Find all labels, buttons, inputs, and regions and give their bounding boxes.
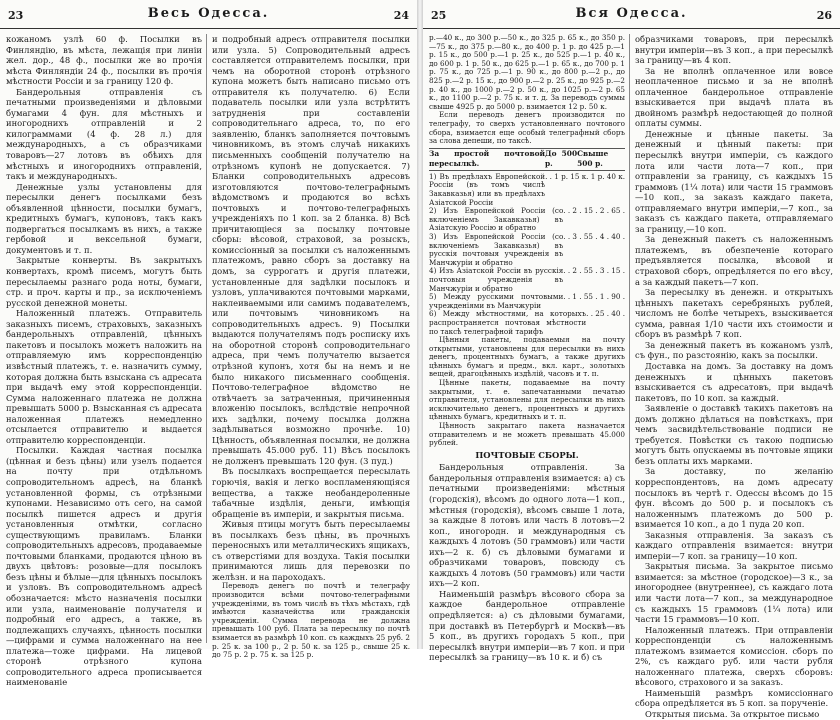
- rate-value: . . 25 . 40 .: [586, 309, 625, 319]
- paragraph: Закрытыя письма. За закрытое письмо взимается: за мѣстное (городское)—3 к., за иногороднее (внутреннее), съ каждаго лота или части лота—7 коп., за международное съ каждыхъ 15 граммовъ (1¼ лота) или части 15 граммовъ—10 коп.: [635, 561, 833, 625]
- paragraph: Если переводъ денегъ производится по телеграфу, то сверхъ установленнаго почтового сбора, взимается еще особый телеграфный сборъ за слова депеши, по таксѣ.: [429, 110, 625, 146]
- rates-header-label: За простой почтовой пересылкѣ.: [429, 148, 545, 169]
- rate-row: [429, 207, 625, 233]
- rate-row: [429, 267, 625, 293]
- paragraph: и подробный адресъ отправителя посылки или узла. 5) Сопроводительный адресъ составляется отправителемъ посылки, при чемъ на оборотной сторонѣ отрѣзного купона можетъ быть написано письмо отъ отправителя къ получателю. 6) Если подаватель посылки или узла встрѣтитъ затрудненія при составленіи сопроводительнаго адреса, то, по его заявленію, бланкъ заполняется почтовымъ чиновникомъ, въ этомъ случаѣ никакихъ письменныхъ сообщеній получателю на отрѣзномъ купонѣ не допускается. 7) Бланки сопроводительныхъ адресовъ изготовляются почтово-телеграфнымъ вѣдомствомъ и продаются во всѣхъ почтовыхъ и почтово-телеграфныхъ учрежденіяхъ по 1 коп. за 2 бланка. 8) Всѣ причитающіеся за посылку почтовые сборы: вѣсовой, страховой, за розыскъ, комиссіонный за посылки съ наложеннымъ платежомъ, равно сборъ за доставку на домъ, за суррогатъ и другія платежи, установленные для задѣлки посылокъ и узловъ, уплачиваются почтовыми марками, наклеиваемыми или самимъ подавателемъ, или почтовымъ чиновникомъ на сопроводительныхъ адресъ. 9) Посылки выдаются получателямъ подъ росписку ихъ на оборотной сторонѣ сопроводительнаго адреса, при чемъ получателю вызается отрѣзной купонъ, хотя бы на немъ и не было никакого письменнаго сообщенія. Почтово-телеграфное вѣдомство не отвѣчаетъ за затраченныя, причиненныя вложенію посылокъ, вслѣдствіе непрочной ихъ задѣлки, почему посылка должна задѣлываться возможно прочнѣе. 10) Цѣнность, объявленная посылки, не должна превышать 45.000 руб. 11) Вѣсъ посылокъ не долженъ превышать 120 фун. (3 пуд.): [212, 34, 410, 466]
- masthead-title: Весь Одесса.: [147, 6, 270, 21]
- paragraph: Наименьшій размѣръ комиссіоннаго сбора опредѣляется въ 5 коп. за порученіе.: [635, 687, 833, 709]
- text-column: [429, 33, 625, 663]
- rate-row: [429, 310, 625, 336]
- paragraph: Заявленіе о доставкѣ такихъ пакетовъ на домъ должно дѣлаться на повѣсткахъ, при чемъ засвидѣтельствованіе подписи не требуется. Повѣстки съ такою подписью могутъ быть опускаемы въ почтовые ящики безъ оплаты ихъ марками.: [635, 403, 833, 466]
- column-divider: [206, 34, 207, 643]
- paragraph: кожаномъ узлѣ 60 ф. Посылки въ Финляндію, въ мѣста, лежащія при линіи жел. дор., 48 ф., посылки же во прочія мѣста Финляндіи 24 ф., посылки въ прочія мѣстности Россіи и за границу 120 ф.: [6, 34, 202, 87]
- page-header: [423, 0, 840, 29]
- paragraph: Цѣнныя пакеты, подаваемыя на почту открытыми, установлены для пересылки въ нихъ денегъ, процентныхъ бумагъ, а также другихъ цѣнныхъ бумагъ и предм., вкл. карт., золотыхъ вещей, драгоцѣнныхъ издѣлій, часовъ и т. п.: [429, 335, 625, 379]
- paragraph: Бандерольныя отправленія. За бандерольныя отправленія взимается: а) съ печатными произведеніями: мѣстныя (городскія), вѣсомъ до одного лота—1 коп., мѣстныя (городскія), вѣсомъ свыше 1 лота, за каждые 8 лотовъ или часть 8 лотовъ—2 коп., иногородн. и международныя съ каждыхъ 4 лотовъ (50 граммовъ) или части ихъ—2 к. б) съ дѣловыми бумагами и образчиками товаровъ, повсюду съ каждыхъ 4 лотовъ (50 граммовъ) или части ихъ—2 коп.: [429, 462, 625, 589]
- rates-header-col: До 500 р.: [545, 148, 578, 169]
- paragraph: Наложенный платежъ. Отправитель заказныхъ писемъ, страховыхъ, заказныхъ бандерольныхъ отправленій, цѣнныхъ пакетовъ и посылокъ можетъ наложить на отправляемую имъ корреспонденцію извѣстный платежъ, т. е. назначить сумму, которая должна быть взыскана съ адресата при выдачѣ ему этой корреспонденціи. Сумма наложеннаго платежа не должна превышать 5000 р. Взысканная съ адресата наложенная платежъ немедленно отсылается отправителю и выдается отправителю корреспонденціи.: [6, 308, 202, 445]
- paragraph: За не вполнѣ оплаченное или вовсе неоплаченное письмо и за не вполнѣ оплаченное бандерольное отправленіе взыскивается при выдачѣ плата въ двойномъ размѣрѣ недостающей до полной оплаты суммы.: [635, 65, 833, 129]
- rate-row: [429, 293, 625, 310]
- page-number: 24: [393, 9, 409, 22]
- right-page: [423, 0, 840, 719]
- paragraph: За пересылку въ денежн. и открытыхъ цѣнныхъ пакетахъ серебряныхъ рублей, числомъ не болѣе четырехъ, взыскивается сумма, равная 1/10 части ихъ стоимости и сборъ въ размѣрѣ 7 коп.: [635, 287, 833, 340]
- rate-label: 3) Изъ Европейской Россіи (со включеніемъ Закавказья) въ русскія почтовыя учрежденія въ Манчжуріи и обратно: [429, 231, 564, 267]
- paragraph: Бандерольныя отправленія съ печатными произведеніями и дѣловыми бумагами 4 фун. для мѣстныхъ и иногороднихъ отправленій и 2 килограммами (4 ф. 28 л.) для международныхъ, а съ образчиками товаровъ—27 лотовъ въ обѣихъ для мѣстныхъ и иногороднихъ отправленій, такъ и международныхъ.: [6, 86, 202, 182]
- paragraph: Цѣнность закрытаго пакета назначается отправителемъ и не можетъ превышать 45.000 рублей.: [429, 421, 625, 448]
- rate-value: . . 1 . 55 . 1 . 90 .: [563, 292, 625, 302]
- paragraph: Цѣнные пакеты, подаваемые на почту закрытыми, т. е. запечатанными печатью отправителя, установлены для пересылки въ нихъ исключительно денегъ, процентныхъ и другихъ цѣнныхъ бумагъ, кредитныхъ и т. п.: [429, 378, 625, 422]
- paragraph: За доставку, по желанію корреспондентовъ, на домъ адресату посылокъ въ чертѣ г. Одессы вѣсомъ до 15 фун. вѣсомъ до 500 р. и посылокъ съ наложеннымъ платежомъ до 500 р. взимается 10 коп., а до 1 пуда 20 коп.: [635, 466, 833, 530]
- paragraph: За денежный пакетъ въ кожаномъ узлѣ, съ фун., по разстоянію, какъ за посылки.: [635, 339, 833, 361]
- rate-value: . . 2 . 15 . 2 . 65 .: [563, 206, 625, 216]
- text-column: [635, 34, 833, 719]
- paragraph: р.—40 к., до 300 р.—50 к., до 325 р. 65 к., до 350 р.—75 к., до 375 р.—80 к., до 400 р. 1 р. до 425 р.—1 р. 15 к., до 500 р.—1 р. 25 к., до 525 р.—1 р. 40 к., до 600 р. 1 р. 50 к., до 625 р.—1 р. 65 к., до 700 р. 1 р. 75 к., до 725 р.—1 р. 90 к., до 800 р.—2 р., до 825 р.—2 р. 15 к., до 900 р.—2 р. 25 к., до 925 р.—2 р. 40 к., до 1000 р.—2 р. 50 к., до 1025 р.—2 р. 65 к., до 1100 р.—2 р. 75 к. и т. д. За переводъ суммы свыше 4925 р. до 5000 р. взимается 12 р. 50 к.: [429, 33, 625, 111]
- rate-value: . . 3 . 55 . 4 . 40 .: [563, 231, 625, 241]
- paragraph: Заказныя отправленія. За заказъ съ каждаго отправленія взимается: внутри имперіи—7 коп. за границу—10 коп.: [635, 529, 833, 561]
- rate-row: [429, 233, 625, 267]
- paragraph: Наименьшій размѣръ вѣсового сбора за каждое бандерольное отправленіе опредѣляется: а) съ дѣловыми бумагами, при доставкѣ въ Петербургѣ и Москвѣ—въ 5 коп., въ другихъ городахъ 5 коп., при пересылкѣ внутри имперіи—въ 7 коп. и при пересылкѣ за границу—въ 10 к. и б) съ: [429, 588, 625, 663]
- page-number: 25: [431, 9, 447, 22]
- rates-table-header: [429, 148, 625, 171]
- rate-value: . . 2 . 55 . 3 . 15 .: [563, 266, 625, 276]
- text-column: [212, 34, 410, 660]
- page-number: 26: [816, 9, 832, 22]
- section-title: ПОЧТОВЫЕ СБОРЫ.: [475, 449, 579, 460]
- paragraph: За денежный пакетъ съ наложеннымъ платежемъ, въ обезпеченіе котораго предъявляется посылка, вѣсовой и страховой сборъ, опредѣляется по его вѣсу, а за каждый пакетъ—7 коп.: [635, 234, 833, 287]
- rate-label: 2) Изъ Европейской Россіи (со включеніемъ Закавказья) въ Азіатскую Россію и обратно: [429, 206, 564, 233]
- rate-label: 6) Между мѣстностями, на которыхъ распространяется почтовая мѣстности по таксѣ телеграфной тарифъ: [429, 309, 587, 336]
- paragraph: образчиками товаровъ, при пересылкѣ внутри имперіи—въ 3 коп., а при пересылкѣ за границу—въ 4 коп.: [635, 34, 833, 66]
- text-column: [6, 34, 202, 688]
- paragraph: Денежные узлы установлены для пересылки денегъ посылками безъ объявленной цѣнности, посылки бумагъ, кредитныхъ бумагъ, купоновъ, такъ какъ подвергаться посылкамъ въ нихъ, а также гербовой и вексельной бумаги, документовъ и т. п.: [6, 181, 202, 255]
- paragraph: Живыя птицы могутъ быть пересылаемы въ посылкахъ безъ цѣны, въ прочныхъ переносныхъ или металлическихъ ящикахъ, съ отверстіями для воздуха. Такія посылки принимаются лишь для перевозки по желѣзн. и на пароходахъ.: [212, 519, 410, 582]
- paragraph: Закрытые конверты. Въ закрытыхъ конвертахъ, кромѣ писемъ, могутъ быть пересылаемы разнаго рода ноты, бумаги, стр. и проч. карты и пр., за исключеніемъ русской денежной монеты.: [6, 255, 202, 308]
- rate-label: 5) Между русскими почтовыми учрежденіями въ Манчжуріи: [429, 292, 564, 310]
- rate-row: [429, 173, 625, 207]
- paragraph: Переводъ денегъ по почтѣ и телеграфу производится всѣми почтово-телеграфными учрежденіями, въ томъ числѣ въ тѣхъ мѣстахъ, гдѣ имѣются казначейства или гражданскія учрежденія. Сумма перевода не должна превышать 100 руб. Плата за пересылку по почтѣ взимается въ размѣрѣ 10 коп. съ каждыхъ 25 руб. 2 р. 25 к. за 100 р., 2 р. 50 к. за 125 р., свыше 25 к. до 75 р. 2 р. 75 к. за 125 р.: [212, 581, 410, 660]
- paragraph: Въ посылкахъ воспрещается пересылать горючія, вакія и легко воспламеняющіяся вещества, а также необандероленные табачные издѣлія, деньги, имѣющія обращеніе въ имперіи, и закрытыя письма.: [212, 466, 410, 519]
- page-number: 23: [8, 9, 24, 22]
- paragraph: Наложенный платежъ. При отправленіи корреспонденціи съ наложеннымъ платежомъ взимается комиссіон. сборъ по 2%, съ каждаго руб. или части рубля наложеннаго платежа, сверхъ сборовъ: вѣсового, страхового и за заказъ.: [635, 624, 833, 688]
- rate-label: 1) Въ предѣлахъ Европейской Россіи (въ томъ числѣ Закавказья) или въ предѣлахъ Азіатской Россіи: [429, 171, 546, 207]
- paragraph: Доставка на домъ. За доставку на домъ денежныхъ и цѣнныхъ пакетовъ взыскивается съ адресатовъ, при выдачѣ пакетовъ, по 10 коп. за каждый.: [635, 360, 833, 403]
- left-page: [0, 0, 417, 688]
- paragraph: Открытыя письма. За открытое письмо: [645, 709, 820, 719]
- masthead-title: Вся Одесса.: [575, 6, 688, 21]
- page-header: [0, 0, 417, 29]
- rate-value: . . 1 р. 15 к. 1 р. 40 к.: [545, 171, 625, 181]
- rate-label: 4) Изъ Азіатской Россіи въ русскія почтовыя учрежденія въ Манчжуріи и обратно: [429, 266, 564, 293]
- column-divider: [629, 34, 630, 643]
- paragraph: Посылки. Каждая частная посылка (цѣнная и безъ цѣны) или узелъ подается на почту при отдѣльномъ сопроводительномъ адресѣ, на бланкѣ установленной формы, съ отрѣзными купонами. Независимо отъ сего, на самой посылкѣ пишется адресъ и другія установленныя отмѣтки, согласно существующимъ правиламъ. Бланки сопроводительныхъ адресовъ, продаваемые почтовыми бланками, продаются цѣною въ двухъ цвѣтовъ: розовые—для посылокъ безъ цѣны и бѣлые—для цѣнныхъ посылокъ и узловъ. Въ сопроводительномъ адресѣ обозначается: мѣсто назначенія посылки или узла, наименованіе получателя и подробный его адресъ, а также, въ подлежащихъ случаяхъ, цѣнность посылки—цифрами и сумма наложеннаго на нее платежа—тоже цифрами. На лицевой сторонѣ отрѣзного купона сопроводительного адреса прописывается наименованіе: [6, 445, 202, 688]
- rates-header-col: Свыше 500 р.: [577, 148, 609, 169]
- paragraph: Денежные и цѣнные пакеты. За денежный и цѣнный пакеты: при пересылкѣ внутри имперіи, съ каждого лота или части лота—7 коп., при отправленіи за границу, съ каждыхъ 15 граммовъ (1¼ лота) или части 15 граммовъ—10 коп., за заказъ каждаго пакета, отправляемаго внутри имперіи,—7 коп., за заказъ съ каждаго пакета, отправляемаго за границу,—10 коп.: [635, 128, 833, 234]
